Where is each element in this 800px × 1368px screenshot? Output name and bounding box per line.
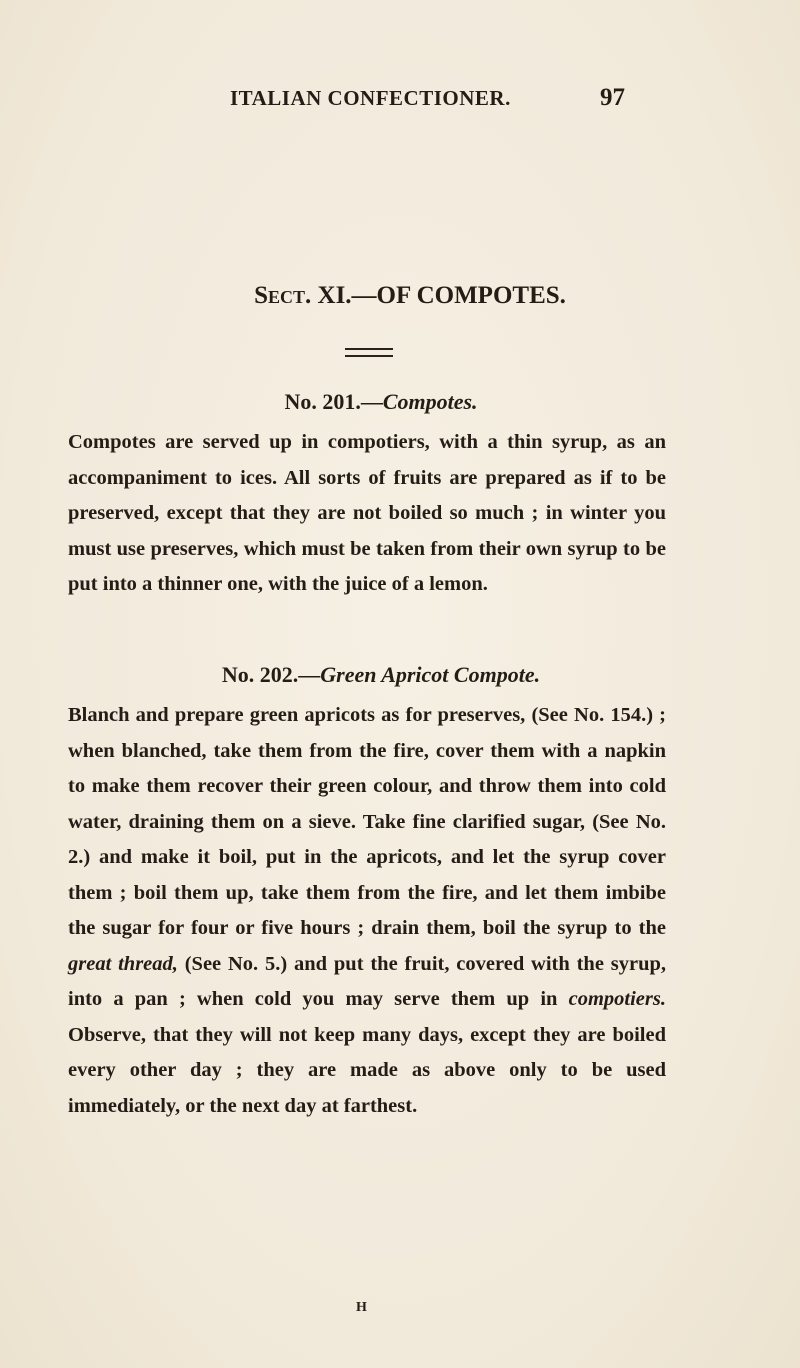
entry-title [68,389,666,425]
entry-name: Green Apricot Compote. [320,662,541,687]
section-prefix: Sect. [254,282,312,309]
signature-mark: H [356,1300,367,1315]
running-header [0,86,800,116]
running-title: ITALIAN CONFECTIONER. [230,86,511,110]
paragraph-text: Observe, that they will not keep many days, except they are boiled every other day ; they are made as above only to be used immediately, or the next day at farthest. [68,1023,666,1117]
paragraph-text: (See No. 5.) and put the fruit, covered with the syrup, into a pan ; when cold you may serve them up in [68,952,666,1010]
entry-number: No. 201.— [284,389,383,414]
entry-paragraph [68,698,666,1124]
emphasis-compotiers: compotiers. [568,988,666,1010]
entry-paragraph: Compotes are served up in compotiers, with a thin syrup, as an accompaniment to ices. All sorts of fruits are prepared as if to be preserved, except that they are not boiled so much ; in winter you must use preserves, which must be taken from their own syrup to be put into a thinner one, with the juice of a lemon. [68,431,666,595]
page-number: 97 [600,84,625,111]
entry-title [68,662,666,698]
section-heading [0,282,800,310]
double-rule-divider [345,348,393,357]
entry-number: No. 202.— [221,662,321,687]
section-title: XI.—OF COMPOTES. [317,282,566,309]
paragraph-text: Blanch and prepare green apricots as for preserves, (See No. 154.) ; when blanched, take them from the fire, cover them with a napkin to make them recover their green colour, and throw them into cold water, draining them on a sieve. Take fine clarified sugar, (See No. 2.) and make it boil, put in the apricots, and let the syrup cover them ; boil them up, take them from the fire, and let them imbibe the sugar for four or five hours ; drain them, boil the syrup to the [68,704,666,939]
emphasis-great-thread: great thread, [68,952,178,975]
entry-202 [68,662,666,1124]
entry-name: Compotes. [382,389,478,414]
entry-201 [68,389,666,603]
